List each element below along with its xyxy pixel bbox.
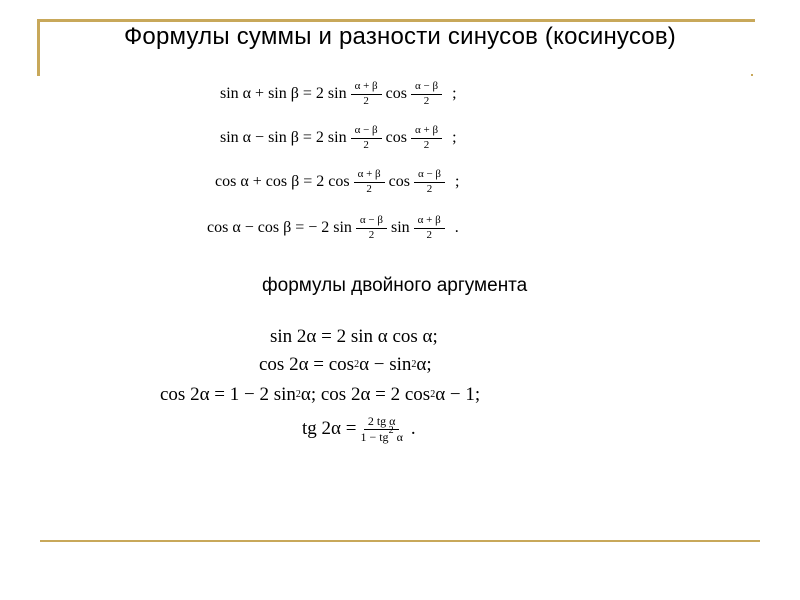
formula-text: α − 1; [435, 384, 481, 405]
formula-double-sin [270, 326, 438, 348]
fraction [351, 80, 382, 108]
fraction-numerator: α − β [411, 80, 442, 95]
fraction [356, 214, 387, 242]
fraction-denominator: 2 [363, 139, 369, 151]
fraction-numerator: α − β [356, 214, 387, 229]
formula-text: cos 2α = cos [259, 354, 355, 375]
fraction [414, 214, 445, 242]
fraction-denominator: 2 [423, 139, 430, 151]
fraction [411, 80, 442, 108]
formula-diff-sin [220, 124, 457, 152]
slide-border-bottom [40, 540, 760, 542]
formula-end: ; [452, 85, 457, 102]
formula-lhs: cos α + cos β = 2 cos [215, 173, 350, 190]
formula-lhs: tg 2α = [302, 418, 357, 439]
formula-text: sin 2α = 2 sin α cos α; [270, 326, 438, 347]
formula-lhs: sin α + sin β = 2 sin [220, 85, 347, 102]
formula-func: cos [385, 85, 407, 102]
formula-text: α; cos 2α = 2 cos [300, 384, 431, 405]
formula-func: cos [385, 129, 407, 146]
fraction [354, 168, 385, 196]
fraction [414, 168, 445, 196]
formula-sum-cos [215, 168, 460, 196]
fraction-denominator: 2 [426, 229, 432, 241]
fraction-numerator: 2 tg α [364, 414, 400, 430]
formula-sum-sin [220, 80, 457, 108]
formula-lhs: cos α − cos β = − 2 sin [207, 219, 352, 236]
formula-double-cos-1: cos 2α = cos 2 α − sin 2 α; [259, 354, 432, 375]
fraction [360, 414, 402, 444]
fraction-numerator: α + β [414, 214, 445, 229]
formula-double-tg [302, 414, 416, 444]
fraction-numerator: α − β [414, 168, 445, 183]
fraction [351, 124, 382, 152]
fraction-denominator: 2 [363, 95, 369, 107]
exponent: 2 [388, 425, 394, 436]
formula-text: α − sin [359, 354, 412, 375]
denominator-text: 1 − tg [360, 430, 389, 444]
fraction-denominator: 2 [368, 229, 375, 241]
fraction-denominator: 2 [366, 183, 372, 195]
slide-title: Формулы суммы и разности синусов (косинусов) [123, 23, 676, 50]
fraction-numerator: α + β [351, 80, 382, 95]
formula-end: . [410, 418, 416, 439]
fraction-denominator: 2 [426, 183, 433, 195]
fraction-numerator: α − β [351, 124, 382, 139]
formula-end: ; [455, 173, 460, 190]
section-subtitle: формулы двойного аргумента [262, 275, 528, 296]
formula-end: . [454, 219, 459, 236]
formula-text: α; [416, 354, 432, 375]
denominator-text: α [393, 430, 403, 444]
formula-func: sin [391, 219, 410, 236]
formula-end: ; [452, 129, 457, 146]
slide-border-top [37, 19, 755, 22]
formula-diff-cos [207, 214, 459, 242]
formula-func: cos [388, 173, 410, 190]
fraction-denominator: 2 [423, 95, 430, 107]
formula-text: cos 2α = 1 − 2 sin [160, 384, 296, 405]
formula-double-cos-2: cos 2α = 1 − 2 sin 2 α; cos 2α = 2 cos 2 α − 1; [160, 384, 481, 405]
decor-dot [751, 74, 753, 76]
fraction-numerator: α + β [411, 124, 442, 139]
fraction-numerator: α + β [354, 168, 385, 183]
fraction-denominator [360, 425, 403, 444]
formula-lhs: sin α − sin β = 2 sin [220, 129, 347, 146]
fraction [411, 124, 442, 152]
